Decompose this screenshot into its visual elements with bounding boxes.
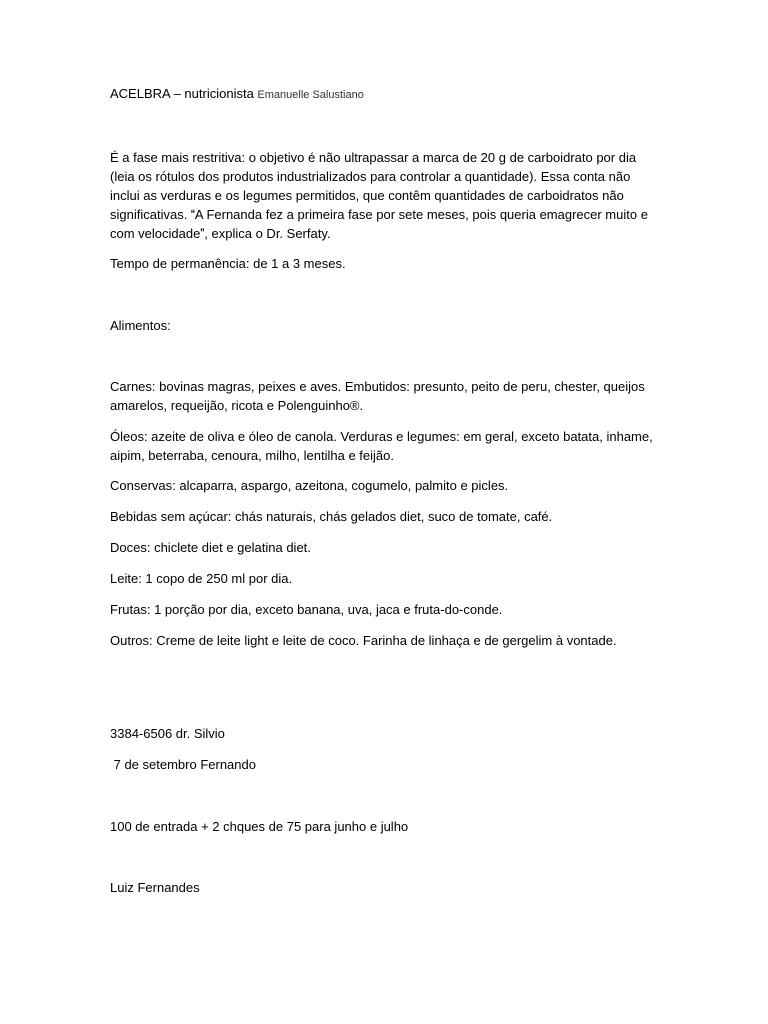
intro-line: É a fase mais restritiva: o objetivo é não ultrapassar a marca de 20 g de carboidrato por dia: [110, 150, 637, 165]
foods-frutas: Frutas: 1 porção por dia, exceto banana, uva, jaca e fruta-do-conde.: [110, 602, 503, 617]
foods-outros: Outros: Creme de leite light e leite de coco. Farinha de linhaça e de gergelim à vontade.: [110, 633, 617, 648]
foods-carnes-line: amarelos, requeijão, ricota e Polenguinho®.: [110, 398, 364, 413]
intro-paragraph: [110, 148, 670, 243]
foods-oleos-line: aipim, beterraba, cenoura, milho, lentilha e feijão.: [110, 448, 394, 463]
header-author: Emanuelle Salustiano: [257, 89, 364, 101]
foods-bebidas: Bebidas sem açúcar: chás naturais, chás gelados diet, suco de tomate, café.: [110, 509, 553, 524]
foods-doces: Doces: chiclete diet e gelatina diet.: [110, 540, 311, 555]
note-name: Luiz Fernandes: [110, 880, 200, 895]
foods-conservas: Conservas: alcaparra, aspargo, azeitona, cogumelo, palmito e picles.: [110, 478, 509, 493]
note-date: 7 de setembro Fernando: [110, 757, 256, 772]
note-phone: 3384-6506 dr. Silvio: [110, 726, 225, 741]
intro-line: significativas. A Fernanda fez a primeira fase por sete meses, pois queria emagrecer muito e: [110, 207, 648, 222]
intro-line: inclui as verduras e os legumes permitidos, que contêm quantidades de carboidratos não: [110, 188, 624, 203]
document-header: [110, 84, 670, 105]
header-title: ACELBRA – nutricionista: [110, 86, 254, 101]
foods-leite: Leite: 1 copo de 250 ml por dia.: [110, 571, 293, 586]
permanence-text: Tempo de permanência: de 1 a 3 meses.: [110, 256, 346, 271]
foods-heading: Alimentos:: [110, 318, 171, 333]
foods-oleos-line: Óleos: azeite de oliva e óleo de canola. Verduras e legumes: em geral, exceto batata, inhame,: [110, 429, 653, 444]
note-payment: 100 de entrada + 2 chques de 75 para junho e julho: [110, 819, 409, 834]
foods-carnes-line: Carnes: bovinas magras, peixes e aves. Embutidos: presunto, peito de peru, chester, queijos: [110, 379, 645, 394]
foods-carnes: [110, 377, 670, 415]
foods-oleos: [110, 427, 670, 465]
intro-line: (leia os rótulos dos produtos industrializados para controlar a quantidade). Essa conta não: [110, 169, 631, 184]
intro-line: com velocidade, explica o Dr. Serfaty.: [110, 226, 331, 241]
